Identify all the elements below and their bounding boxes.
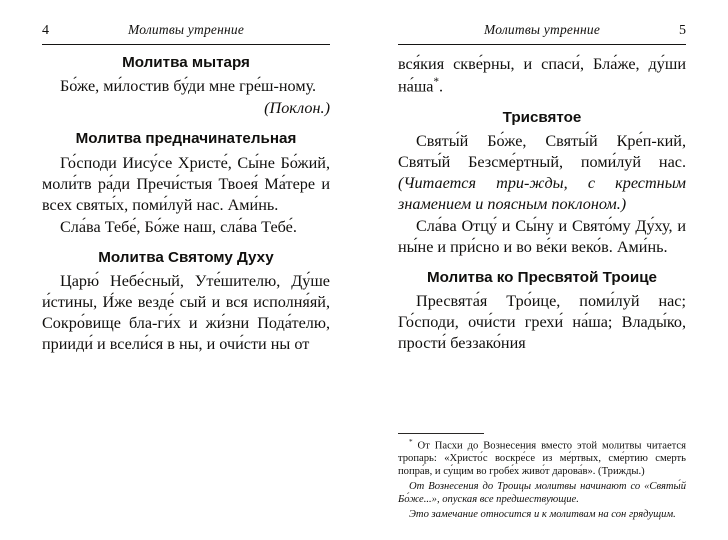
left-running-head bbox=[42, 22, 330, 42]
heading-molitva-mytarya: Молитва мытаря bbox=[122, 54, 250, 71]
right-page bbox=[364, 0, 728, 540]
para-trisvyatoe-text bbox=[398, 131, 686, 215]
para-continuation-text: вся́кия скве́рны, и спаси́, Бла́же, ду́ши на́ша bbox=[398, 55, 686, 96]
para-trisvyatoe-main: Святы́й Бо́же, Святы́й Кре́п-кий, Святы́й Безсме́ртный, поми́луй нас. bbox=[398, 131, 686, 171]
left-folio-number: 4 bbox=[42, 23, 49, 38]
footnote-1-text: От Пасхи до Вознесения вместо этой молитвы читается тропарь: «Христо́с воскре́се из ме́ртвых, сме́ртию смерть попра́в, и су́щим во гробе́х живо́т дарова́в». (Трижды.) bbox=[398, 440, 686, 478]
footnote-rule bbox=[398, 433, 484, 434]
rubric-chitaetsya-trizhdy: (Читается три-жды, с крестным знамением и поясным поклоном.) bbox=[398, 173, 686, 213]
para-slava-tebe: Сла́ва Тебе́, Бо́же наш, сла́ва Тебе́. bbox=[60, 217, 297, 236]
footnote-3: Это замечание относится и к молитвам на сон грядущим. bbox=[409, 509, 676, 521]
para-tsaryu-nebesnyy: Царю́ Небе́сный, Уте́шителю, Ду́ше и́стины, И́же везде́ сый и вся исполня́яй, Сокро́вище бла-ги́х и жи́зни Пода́телю, прииди́ и всели́ся в ны, и очи́сти ны от bbox=[42, 272, 330, 354]
para-prednachinatelnaya-text: Го́споди Иису́се Христе́, Сы́не Бо́жий, моли́тв ра́ди Пречи́стыя Твоея́ Ма́тере и всех святы́х, поми́луй нас. Ами́нь. bbox=[42, 153, 330, 214]
heading-molitva-ko-presvyatoy-troitse: Молитва ко Пресвятой Троице bbox=[427, 269, 657, 287]
para-mytar-text: Бо́же, ми́лостив бу́ди мне гре́ш-ному. bbox=[60, 77, 317, 96]
footnote-1 bbox=[398, 438, 686, 479]
right-running-head bbox=[398, 22, 686, 42]
para-continuation-tsaryu: вся́кия скве́рны, и спаси́, Бла́же, ду́ши на́ша*. bbox=[398, 55, 686, 96]
right-folio-number: 5 bbox=[679, 23, 686, 38]
heading-molitva-svyatomu-dukhu: Молитва Святому Духу bbox=[98, 248, 274, 266]
left-head-rule bbox=[42, 44, 330, 45]
right-head-rule bbox=[398, 44, 686, 45]
rubric-poklon: (Поклон.) bbox=[264, 99, 330, 118]
left-running-head-title: Молитвы утренние bbox=[127, 22, 245, 37]
para-presvyataya-troitse: Пресвята́я Тро́ице, поми́луй нас; Го́споди, очи́сти грехи́ на́ша; Влады́ко, прости́ беззако́ния bbox=[398, 292, 686, 353]
para-slava-otsu: Сла́ва Отцу́ и Сы́ну и Свято́му Ду́ху, и ны́не и при́сно и во ве́ки веко́в. Ами́нь. bbox=[398, 217, 686, 257]
right-running-head-title: Молитвы утренние bbox=[483, 22, 601, 37]
heading-trisvyatoe: Трисвятое bbox=[502, 108, 582, 126]
footnote-marker-asterisk: * bbox=[433, 76, 439, 89]
footnote-2: От Вознесения до Троицы молитвы начинают со «Святы́й Бо́же...», опуская все предшествующие. bbox=[398, 481, 686, 506]
footnote-1-marker: * bbox=[409, 437, 413, 446]
footnote-area bbox=[398, 433, 686, 524]
heading-molitva-prednachinatelnaya: Молитва предначинательная bbox=[75, 130, 297, 148]
